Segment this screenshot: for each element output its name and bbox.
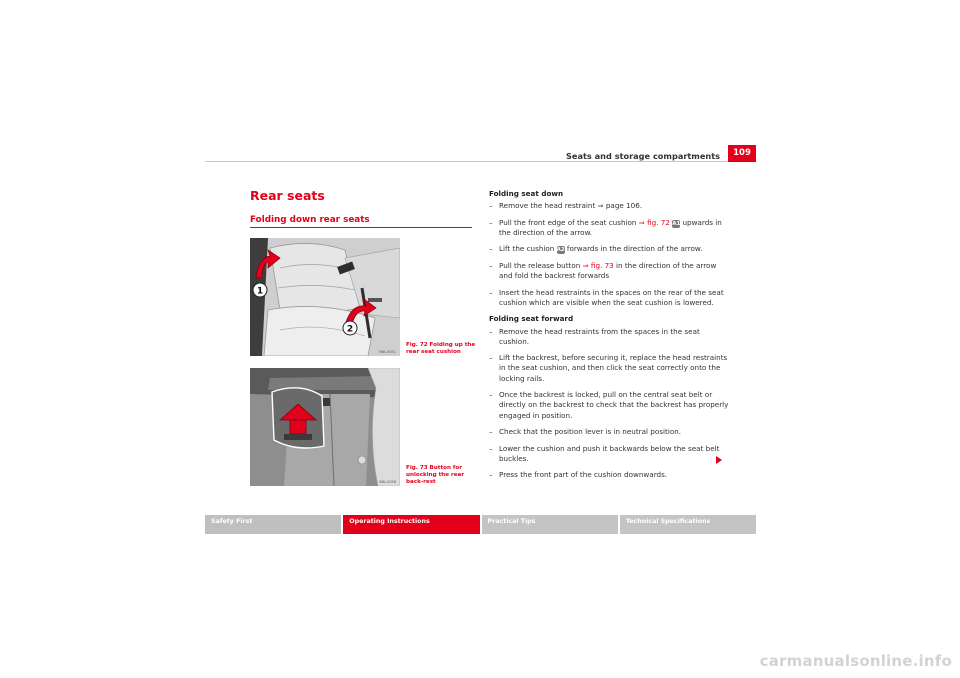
callout-1: 1 (256, 286, 264, 297)
tab-operating-instructions[interactable]: Operating Instructions (343, 515, 479, 534)
step-item (489, 218, 729, 238)
release-button-illustration (250, 368, 400, 486)
subsection-title: Folding down rear seats (250, 215, 370, 225)
step-text: Lower the cushion and push it backwards below the seat belt buckles. (499, 443, 720, 463)
step-item (489, 427, 729, 437)
figure-73-release-button (250, 368, 400, 486)
step-text: in the direction of the arrow and fold the backrest forwards (499, 260, 717, 281)
callout-a1-icon: A1 (672, 220, 681, 227)
continue-arrow-icon[interactable] (716, 456, 722, 464)
step-text: Once the backrest is locked, pull on the central seat belt or directly on the backrest to check that the backrest has properly engaged in position. (499, 390, 729, 420)
step-item (489, 444, 729, 464)
figure-72-seat-cushion (250, 238, 400, 356)
tab-practical-tips[interactable]: Practical Tips (482, 515, 618, 534)
step-text: Pull the release button (499, 260, 583, 270)
fold-forward-heading: Folding seat forward (489, 314, 574, 324)
header-divider (205, 161, 728, 162)
figure-code: B6L-0051 (379, 350, 396, 354)
page-number: 109 (728, 145, 756, 162)
step-text: Press the front part of the cushion downwards. (499, 470, 668, 480)
step-text: Pull the front edge of the seat cushion (499, 217, 639, 227)
step-text: forwards in the direction of the arrow. (564, 244, 703, 254)
footer-nav (205, 515, 756, 534)
subsection-divider (250, 227, 472, 228)
figure-code: B6L-0056 (379, 480, 396, 484)
watermark: carmanualsonline.info (759, 652, 952, 670)
step-text: Lift the cushion (499, 244, 557, 254)
step-text: Remove the head restraints from the spaces in the seat cushion. (499, 326, 700, 346)
step-item (489, 470, 729, 480)
tab-technical-specifications[interactable]: Technical Specifications (620, 515, 756, 534)
step-text: upwards in the direction of the arrow. (499, 217, 722, 237)
step-item (489, 327, 729, 347)
fig-72-link[interactable]: ⇒ fig. 72 (638, 217, 670, 227)
callout-a2-icon: A2 (556, 247, 565, 254)
fold-down-heading: Folding seat down (489, 189, 564, 198)
step-text: Insert the head restraints in the spaces on the rear of the seat cushion which are visible when the seat cushion is lowered. (499, 287, 724, 307)
fig-73-link[interactable]: ⇒ fig. 73 (582, 260, 614, 270)
step-item (489, 261, 729, 281)
section-title: Rear seats (250, 188, 325, 203)
step-item (489, 201, 729, 211)
figure-73-caption: Fig. 73 Button for unlocking the rear back-rest (406, 465, 465, 485)
callout-2: 2 (346, 324, 354, 335)
tab-safety-first[interactable]: Safety First (205, 515, 341, 534)
instructions-column (489, 189, 729, 487)
seat-cushion-illustration (250, 238, 400, 356)
step-item (489, 288, 729, 308)
step-item (489, 390, 729, 421)
step-text: Remove the head restraint ⇒ page 106. (499, 201, 643, 211)
step-item (489, 244, 729, 254)
step-text: Check that the position lever is in neutral position. (499, 427, 682, 437)
step-text: Lift the backrest, before securing it, replace the head restraints in the seat cushion, and then click the seat correctly onto the locking rails. (499, 353, 728, 383)
figure-72-caption: Fig. 72 Folding up the rear seat cushion (406, 342, 476, 355)
page-header-title: Seats and storage compartments (566, 151, 720, 161)
step-item (489, 353, 729, 384)
